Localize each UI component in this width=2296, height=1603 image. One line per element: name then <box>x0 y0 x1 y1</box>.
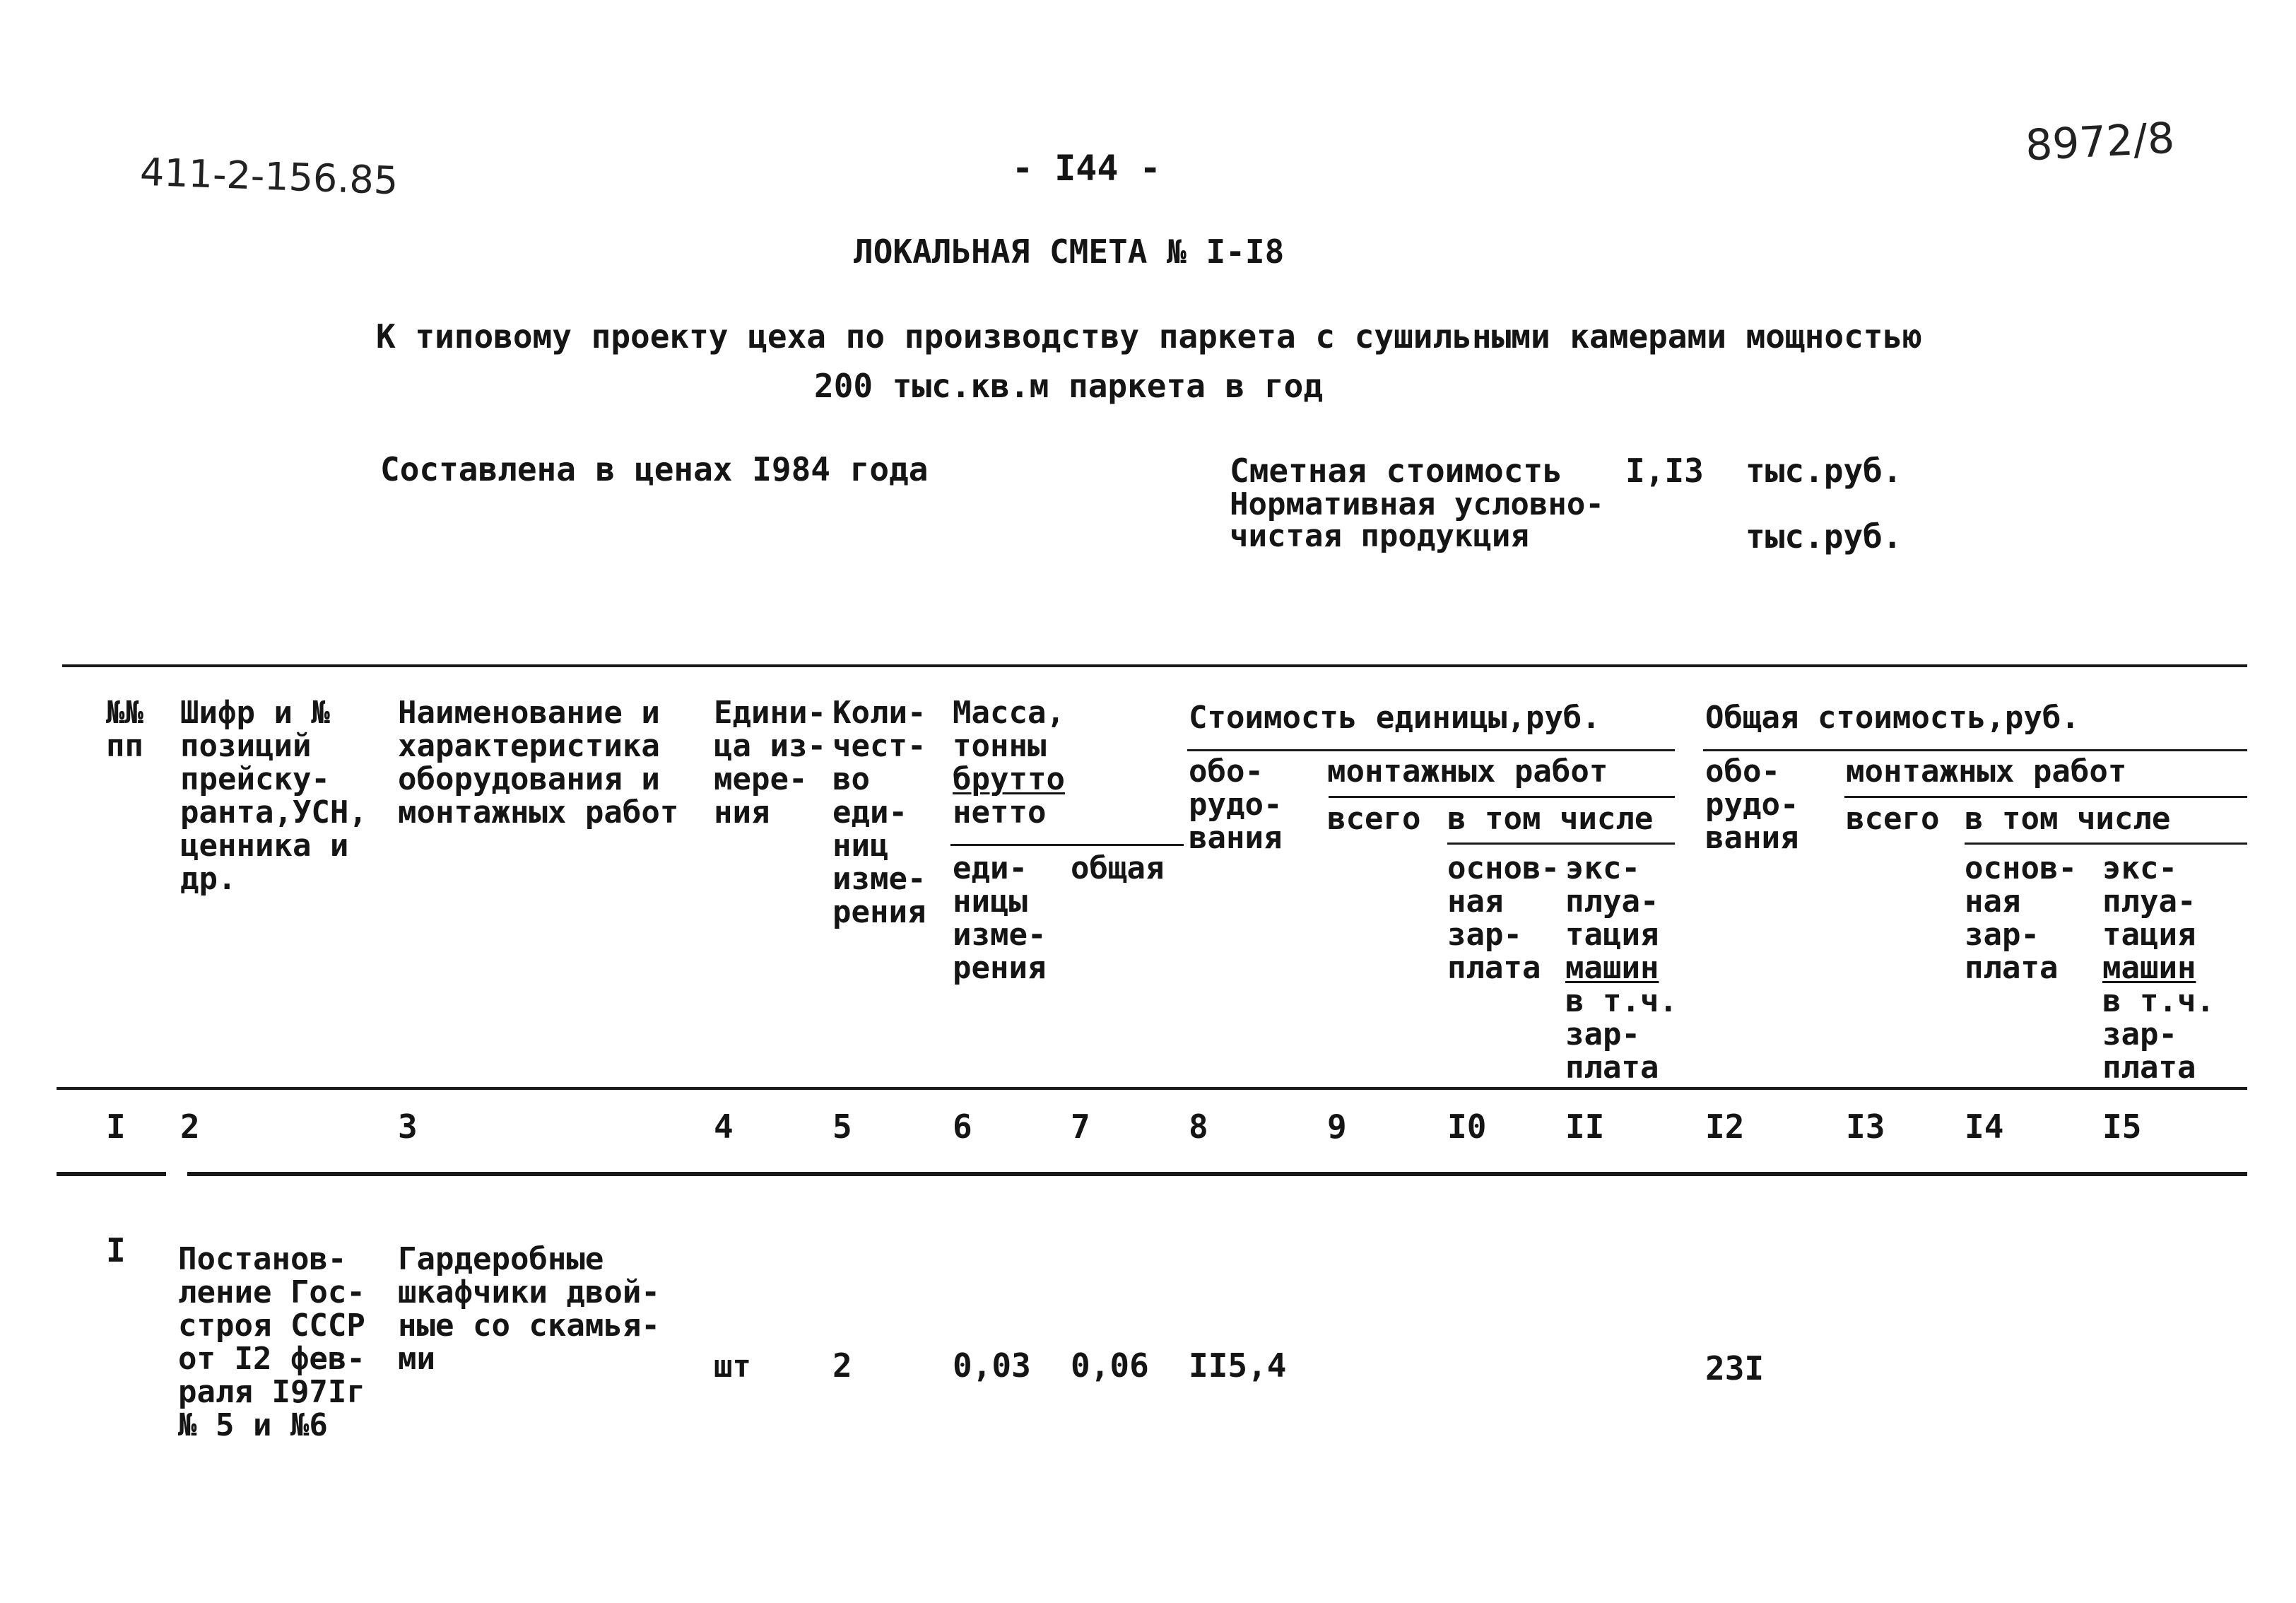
col-number-rule-b <box>187 1172 2247 1176</box>
total-including-rule <box>1965 842 2247 845</box>
header-total-machines-d: зар- плата <box>2102 1016 2196 1086</box>
header-bottom-rule <box>57 1087 2247 1090</box>
header-code: Шифр и № позиций прейскy- ранта,УСН, ценника и др. <box>180 695 367 897</box>
page-number: - I44 - <box>1012 148 1161 189</box>
total-install-rule <box>1844 796 2247 798</box>
header-name: Наименование и характеристика оборудования и монтажных работ <box>398 695 679 830</box>
estimate-cost-value: I,I3 <box>1625 452 1704 490</box>
header-unit-machines-b: машин <box>1565 950 1659 986</box>
column-number: I4 <box>1965 1108 2004 1146</box>
row-quantity: 2 <box>832 1346 852 1385</box>
unit-including-rule <box>1447 842 1675 845</box>
header-total-machines-b: машин <box>2102 950 2196 986</box>
header-mass-total: общая <box>1071 850 1165 886</box>
header-total-install: монтажных работ <box>1846 753 2127 789</box>
row-mass-total: 0,06 <box>1071 1346 1149 1385</box>
row-total-equipment-cost: 23I <box>1705 1349 1765 1387</box>
header-total-base-salary: основ- ная зар- плата <box>1965 850 2077 986</box>
header-unit-equipment: обо- рудо- вания <box>1189 753 1283 856</box>
project-code: 411-2-156.85 <box>139 149 399 204</box>
column-number: 7 <box>1071 1108 1090 1146</box>
header-row-number: №№ пп <box>106 695 143 764</box>
column-number: I2 <box>1705 1108 1745 1146</box>
column-number: 9 <box>1327 1108 1347 1146</box>
header-unit-machines-c: в т.ч. <box>1565 983 1678 1019</box>
header-unit-machines-a: экс- плуа- тация <box>1565 850 1659 953</box>
col-number-rule-a <box>57 1172 166 1176</box>
normative-label-line2: чистая продукция <box>1230 518 1529 554</box>
column-number: 4 <box>714 1108 734 1146</box>
row-number: I <box>106 1231 126 1269</box>
header-unit-machines-d: зар- плата <box>1565 1016 1659 1086</box>
unit-install-rule <box>1329 796 1675 798</box>
header-mass-per-unit: еди- ницы изме- рения <box>953 850 1047 986</box>
header-mass-netto: нетто <box>953 794 1047 830</box>
header-quantity: Коли- чест- во еди- ниц изме- рения <box>832 695 926 930</box>
column-number: I5 <box>2102 1108 2142 1146</box>
header-unit-cost-group: Стоимость единицы,руб. <box>1189 700 1601 736</box>
column-number: 5 <box>832 1108 852 1146</box>
header-total-machines-a: экс- плуа- тация <box>2102 850 2196 953</box>
column-number: II <box>1565 1108 1605 1146</box>
row-unit-equipment-cost: II5,4 <box>1189 1346 1287 1385</box>
header-unit-including: в том числе <box>1447 801 1654 837</box>
column-number: I3 <box>1846 1108 1885 1146</box>
normative-unit: тыс.руб. <box>1745 517 1902 556</box>
header-mass-brutto: брутто <box>953 761 1065 797</box>
column-number: 2 <box>180 1108 200 1146</box>
row-mass-unit: 0,03 <box>953 1346 1031 1385</box>
column-number: I0 <box>1447 1108 1487 1146</box>
column-number: I <box>106 1108 126 1146</box>
estimate-cost-unit: тыс.руб. <box>1745 452 1902 490</box>
header-mass-group: Масса, тонны <box>953 695 1065 764</box>
prices-year: Составлена в ценах I984 года <box>380 450 929 488</box>
estimate-cost-label: Сметная стоимость <box>1230 452 1562 490</box>
unit-cost-group-rule <box>1187 749 1675 751</box>
header-total-equipment: обо- рудо- вания <box>1705 753 1799 856</box>
row-code: Постанов- ление Гос- строя СССР от I2 фев- раля I97Iг № 5 и №6 <box>178 1241 365 1443</box>
header-unit-install-total: всего <box>1327 801 1421 837</box>
header-total-install-total: всего <box>1846 801 1940 837</box>
document-title: ЛОКАЛЬНАЯ СМЕТА № I-I8 <box>854 233 1285 271</box>
row-name: Гардеробные шкафчики двой- ные со скамья- ми <box>398 1241 660 1377</box>
sheet-code: 8972/8 <box>2024 113 2176 171</box>
mass-group-rule <box>950 844 1184 846</box>
table-top-rule <box>62 664 2247 667</box>
normative-label-line1: Нормативная условно- <box>1230 486 1604 522</box>
row-unit: шт <box>714 1349 751 1385</box>
header-unit: Едини- ца из- мере- ния <box>714 695 826 830</box>
header-unit-base-salary: основ- ная зар- плата <box>1447 850 1560 986</box>
column-number: 8 <box>1189 1108 1208 1146</box>
subtitle-line-1: К типовому проекту цеха по производству паркета с сушильными камерами мощностью <box>376 317 1922 356</box>
header-unit-install: монтажных работ <box>1327 753 1608 789</box>
column-number: 6 <box>953 1108 972 1146</box>
subtitle-line-2: 200 тыс.кв.м паркета в год <box>814 367 1324 405</box>
column-number: 3 <box>398 1108 418 1146</box>
header-total-including: в том числе <box>1965 801 2171 837</box>
header-total-machines-c: в т.ч. <box>2102 983 2215 1019</box>
header-total-cost-group: Общая стоимость,руб. <box>1705 700 2080 736</box>
total-cost-group-rule <box>1703 749 2247 751</box>
